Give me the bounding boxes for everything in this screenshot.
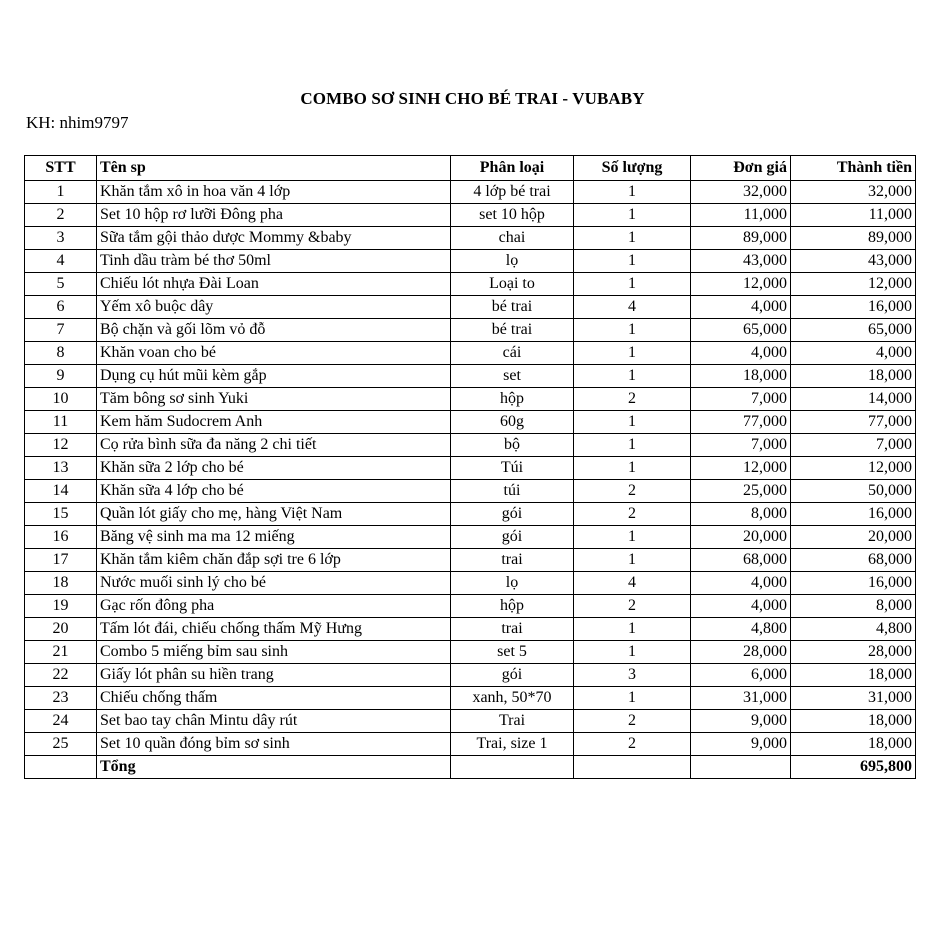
cell-type: bé trai	[451, 296, 574, 319]
cell-stt: 12	[25, 434, 97, 457]
cell-unit-price: 7,000	[691, 434, 791, 457]
cell-unit-price: 6,000	[691, 664, 791, 687]
cell-name: Khăn sữa 4 lớp cho bé	[97, 480, 451, 503]
cell-type: túi	[451, 480, 574, 503]
cell-unit-price: 31,000	[691, 687, 791, 710]
cell-name: Sữa tắm gội thảo dược Mommy &baby	[97, 227, 451, 250]
total-qty-cell	[574, 756, 691, 779]
cell-unit-price: 65,000	[691, 319, 791, 342]
cell-type: trai	[451, 618, 574, 641]
cell-qty: 3	[574, 664, 691, 687]
table-row	[25, 296, 916, 319]
cell-stt: 11	[25, 411, 97, 434]
cell-qty: 1	[574, 526, 691, 549]
total-row	[25, 756, 916, 779]
table-row	[25, 526, 916, 549]
table-row	[25, 434, 916, 457]
order-table	[24, 155, 916, 779]
header-unit-price: Đơn giá	[691, 156, 791, 181]
cell-total: 43,000	[791, 250, 916, 273]
cell-qty: 2	[574, 710, 691, 733]
table-row	[25, 250, 916, 273]
cell-unit-price: 12,000	[691, 457, 791, 480]
cell-stt: 18	[25, 572, 97, 595]
cell-stt: 15	[25, 503, 97, 526]
cell-unit-price: 8,000	[691, 503, 791, 526]
cell-type: 60g	[451, 411, 574, 434]
cell-unit-price: 77,000	[691, 411, 791, 434]
cell-total: 65,000	[791, 319, 916, 342]
cell-stt: 25	[25, 733, 97, 756]
cell-qty: 2	[574, 733, 691, 756]
cell-total: 18,000	[791, 733, 916, 756]
cell-total: 89,000	[791, 227, 916, 250]
table-row	[25, 181, 916, 204]
cell-type: set	[451, 365, 574, 388]
cell-stt: 23	[25, 687, 97, 710]
table-row	[25, 641, 916, 664]
cell-name: Khăn tắm kiêm chăn đắp sợi tre 6 lớp	[97, 549, 451, 572]
cell-total: 16,000	[791, 572, 916, 595]
cell-type: bé trai	[451, 319, 574, 342]
cell-type: Loại to	[451, 273, 574, 296]
cell-unit-price: 43,000	[691, 250, 791, 273]
cell-name: Combo 5 miếng bỉm sau sinh	[97, 641, 451, 664]
cell-total: 14,000	[791, 388, 916, 411]
cell-type: Túi	[451, 457, 574, 480]
table-row	[25, 227, 916, 250]
cell-total: 7,000	[791, 434, 916, 457]
table-row	[25, 710, 916, 733]
table-row	[25, 388, 916, 411]
cell-stt: 1	[25, 181, 97, 204]
cell-type: hộp	[451, 595, 574, 618]
cell-type: 4 lớp bé trai	[451, 181, 574, 204]
cell-name: Set bao tay chân Mintu dây rút	[97, 710, 451, 733]
cell-name: Kem hăm Sudocrem Anh	[97, 411, 451, 434]
cell-name: Khăn tắm xô in hoa văn 4 lớp	[97, 181, 451, 204]
table-row	[25, 342, 916, 365]
table-row	[25, 733, 916, 756]
table-row	[25, 411, 916, 434]
cell-total: 12,000	[791, 457, 916, 480]
cell-type: gói	[451, 503, 574, 526]
cell-unit-price: 11,000	[691, 204, 791, 227]
cell-stt: 19	[25, 595, 97, 618]
cell-total: 16,000	[791, 296, 916, 319]
cell-stt: 7	[25, 319, 97, 342]
cell-type: lọ	[451, 250, 574, 273]
cell-type: xanh, 50*70	[451, 687, 574, 710]
table-row	[25, 549, 916, 572]
cell-name: Bộ chặn và gối lõm vỏ đỗ	[97, 319, 451, 342]
cell-qty: 2	[574, 388, 691, 411]
table-row	[25, 204, 916, 227]
cell-stt: 16	[25, 526, 97, 549]
cell-unit-price: 4,000	[691, 296, 791, 319]
cell-name: Khăn voan cho bé	[97, 342, 451, 365]
cell-name: Chiếu chống thấm	[97, 687, 451, 710]
header-type: Phân loại	[451, 156, 574, 181]
cell-qty: 2	[574, 595, 691, 618]
cell-stt: 6	[25, 296, 97, 319]
cell-unit-price: 4,000	[691, 572, 791, 595]
cell-name: Tấm lót đái, chiếu chống thấm Mỹ Hưng	[97, 618, 451, 641]
cell-qty: 1	[574, 181, 691, 204]
cell-unit-price: 12,000	[691, 273, 791, 296]
cell-qty: 2	[574, 480, 691, 503]
cell-name: Yếm xô buộc dây	[97, 296, 451, 319]
cell-total: 77,000	[791, 411, 916, 434]
cell-stt: 13	[25, 457, 97, 480]
cell-type: set 5	[451, 641, 574, 664]
document-title: COMBO SƠ SINH CHO BÉ TRAI - VUBABY	[300, 89, 645, 108]
cell-qty: 1	[574, 687, 691, 710]
cell-name: Set 10 quần đóng bỉm sơ sinh	[97, 733, 451, 756]
header-qty: Số lượng	[574, 156, 691, 181]
cell-name: Dụng cụ hút mũi kèm gắp	[97, 365, 451, 388]
table-row	[25, 595, 916, 618]
cell-total: 16,000	[791, 503, 916, 526]
table-row	[25, 687, 916, 710]
cell-total: 50,000	[791, 480, 916, 503]
cell-total: 11,000	[791, 204, 916, 227]
table-row	[25, 319, 916, 342]
cell-stt: 10	[25, 388, 97, 411]
cell-total: 4,000	[791, 342, 916, 365]
cell-stt: 3	[25, 227, 97, 250]
cell-type: lọ	[451, 572, 574, 595]
cell-unit-price: 68,000	[691, 549, 791, 572]
cell-stt: 5	[25, 273, 97, 296]
cell-unit-price: 9,000	[691, 733, 791, 756]
cell-qty: 1	[574, 618, 691, 641]
cell-total: 31,000	[791, 687, 916, 710]
table-row	[25, 664, 916, 687]
cell-type: hộp	[451, 388, 574, 411]
cell-unit-price: 28,000	[691, 641, 791, 664]
cell-name: Gạc rốn đông pha	[97, 595, 451, 618]
cell-name: Tăm bông sơ sinh Yuki	[97, 388, 451, 411]
cell-total: 12,000	[791, 273, 916, 296]
cell-type: gói	[451, 526, 574, 549]
cell-type: chai	[451, 227, 574, 250]
cell-unit-price: 89,000	[691, 227, 791, 250]
cell-stt: 4	[25, 250, 97, 273]
total-label: Tổng	[97, 756, 451, 779]
cell-qty: 1	[574, 342, 691, 365]
total-type-cell	[451, 756, 574, 779]
cell-qty: 1	[574, 227, 691, 250]
table-row	[25, 618, 916, 641]
cell-qty: 1	[574, 365, 691, 388]
table-row	[25, 572, 916, 595]
header-total: Thành tiền	[791, 156, 916, 181]
cell-stt: 20	[25, 618, 97, 641]
header-stt: STT	[25, 156, 97, 181]
cell-unit-price: 20,000	[691, 526, 791, 549]
cell-total: 18,000	[791, 365, 916, 388]
cell-unit-price: 4,000	[691, 595, 791, 618]
cell-qty: 1	[574, 319, 691, 342]
cell-name: Tinh dầu tràm bé thơ 50ml	[97, 250, 451, 273]
cell-type: gói	[451, 664, 574, 687]
cell-type: trai	[451, 549, 574, 572]
total-stt-cell	[25, 756, 97, 779]
cell-stt: 21	[25, 641, 97, 664]
cell-stt: 17	[25, 549, 97, 572]
cell-total: 28,000	[791, 641, 916, 664]
table-row	[25, 457, 916, 480]
cell-type: Trai, size 1	[451, 733, 574, 756]
cell-total: 32,000	[791, 181, 916, 204]
cell-qty: 1	[574, 641, 691, 664]
customer-label: KH: nhim9797	[26, 113, 129, 132]
cell-name: Giấy lót phân su hiền trang	[97, 664, 451, 687]
cell-qty: 1	[574, 411, 691, 434]
cell-type: set 10 hộp	[451, 204, 574, 227]
cell-qty: 1	[574, 434, 691, 457]
cell-qty: 1	[574, 457, 691, 480]
cell-name: Set 10 hộp rơ lưỡi Đông pha	[97, 204, 451, 227]
cell-stt: 2	[25, 204, 97, 227]
cell-total: 20,000	[791, 526, 916, 549]
cell-total: 4,800	[791, 618, 916, 641]
cell-unit-price: 7,000	[691, 388, 791, 411]
cell-qty: 1	[574, 204, 691, 227]
cell-unit-price: 9,000	[691, 710, 791, 733]
table-row	[25, 480, 916, 503]
cell-qty: 4	[574, 572, 691, 595]
cell-qty: 1	[574, 549, 691, 572]
table-header-row	[25, 156, 916, 181]
grand-total: 695,800	[791, 756, 916, 779]
header-name: Tên sp	[97, 156, 451, 181]
table-row	[25, 365, 916, 388]
cell-name: Quần lót giấy cho mẹ, hàng Việt Nam	[97, 503, 451, 526]
cell-stt: 14	[25, 480, 97, 503]
cell-unit-price: 4,000	[691, 342, 791, 365]
cell-total: 8,000	[791, 595, 916, 618]
cell-unit-price: 4,800	[691, 618, 791, 641]
cell-stt: 22	[25, 664, 97, 687]
cell-stt: 24	[25, 710, 97, 733]
table-row	[25, 503, 916, 526]
cell-unit-price: 25,000	[691, 480, 791, 503]
cell-total: 18,000	[791, 710, 916, 733]
total-unit-cell	[691, 756, 791, 779]
cell-total: 68,000	[791, 549, 916, 572]
cell-stt: 8	[25, 342, 97, 365]
cell-name: Chiếu lót nhựa Đài Loan	[97, 273, 451, 296]
cell-qty: 1	[574, 250, 691, 273]
cell-name: Băng vệ sinh ma ma 12 miếng	[97, 526, 451, 549]
cell-unit-price: 18,000	[691, 365, 791, 388]
cell-type: Trai	[451, 710, 574, 733]
cell-unit-price: 32,000	[691, 181, 791, 204]
cell-name: Nước muối sinh lý cho bé	[97, 572, 451, 595]
cell-total: 18,000	[791, 664, 916, 687]
cell-type: bộ	[451, 434, 574, 457]
table-row	[25, 273, 916, 296]
cell-name: Cọ rửa bình sữa đa năng 2 chi tiết	[97, 434, 451, 457]
cell-type: cái	[451, 342, 574, 365]
cell-name: Khăn sữa 2 lớp cho bé	[97, 457, 451, 480]
cell-qty: 4	[574, 296, 691, 319]
cell-qty: 2	[574, 503, 691, 526]
cell-stt: 9	[25, 365, 97, 388]
cell-qty: 1	[574, 273, 691, 296]
